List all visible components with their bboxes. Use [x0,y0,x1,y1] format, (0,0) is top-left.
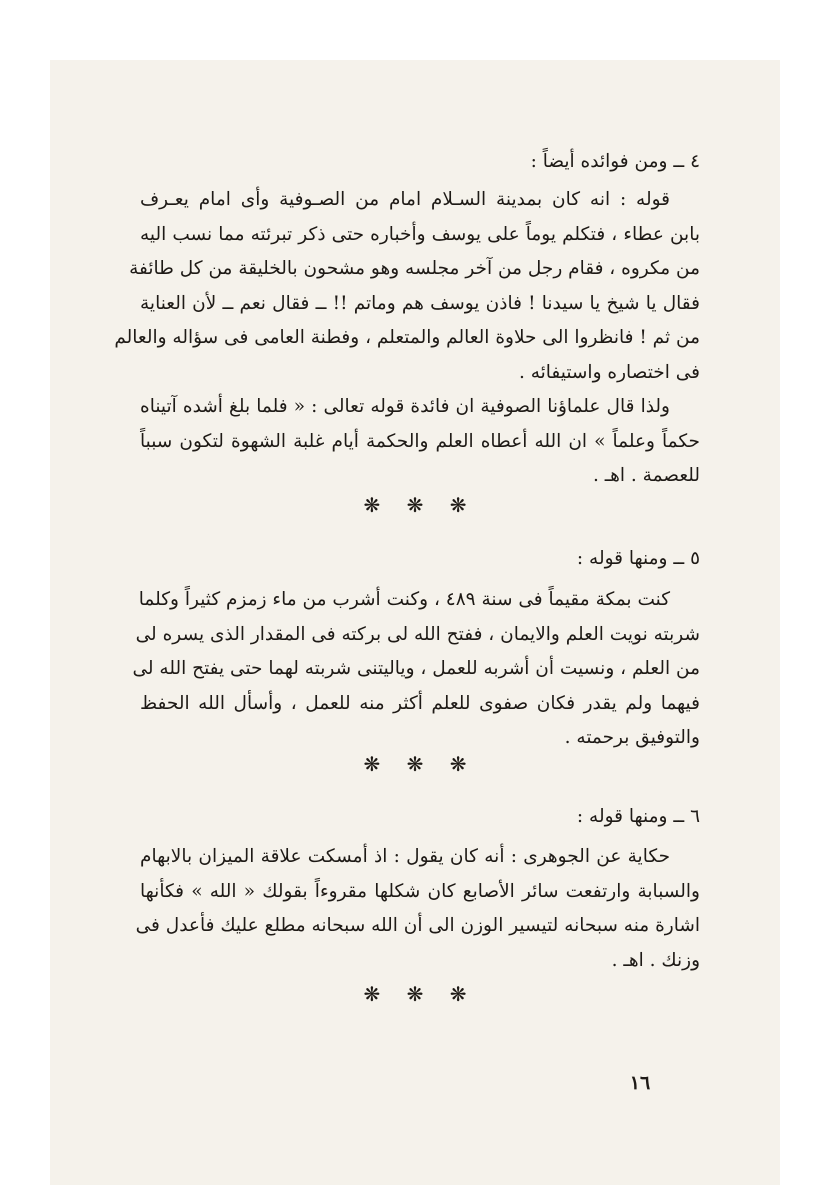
section-divider-ornament: ❋ ❋ ❋ [363,493,477,517]
text-line: للعصمة . اهـ . [592,465,700,486]
text-line: قوله : انه كان بمدينة السـلام امام من الصـوفية وأى امام يعـرف [140,189,670,210]
text-line: شربته نويت العلم والايمان ، ففتح الله لى بركته فى المقدار الذى يسره لى [135,623,700,645]
text-line: والتوفيق برحمته . [564,727,700,748]
text-line: من العلم ، ونسيت أن أشربه للعمل ، وياليتنى شربته لهما حتى يفتح الله لى [132,658,700,679]
document-page [114,140,700,1040]
section-5-paragraph-1 [132,583,700,756]
text-line: فيهما ولم يقدر فكان صفوى للعلم أكثر منه للعمل ، وأسأل الله الحفظ [140,692,700,714]
text-line: من ثم ! فانظروا الى حلاوة العالم والمتعلم ، وفطنة العامى فى سؤاله والعالم [114,327,700,348]
text-line: ولذا قال علماؤنا الصوفية ان فائدة قوله تعالى : « فلما بلغ أشده آتيناه [140,396,670,417]
page-number: ١٦ [629,1072,651,1094]
text-line: من مكروه ، فقام رجل من آخر مجلسه وهو مشحون بالخليقة من كل طائفة [129,258,700,279]
text-line: اشارة منه سبحانه لتيسير الوزن الى أن الله سبحانه مطلع عليك فأعدل فى [135,915,700,936]
section-5-heading: ٥ ــ ومنها قوله : [576,548,700,569]
text-line: وزنك . اهـ . [611,949,700,971]
section-4-heading: ٤ ــ ومن فوائده أيضاً : [530,151,700,172]
text-line: بابن عطاء ، فتكلم يوماً على يوسف وأخباره حتى ذكر تبرئته مما نسب اليه [140,223,700,245]
section-4-paragraph-1 [114,183,700,390]
section-divider-ornament: ❋ ❋ ❋ [363,752,477,776]
section-4-paragraph-2 [140,390,700,494]
text-line: كنت بمكة مقيماً فى سنة ٤٨٩ ، وكنت أشرب من ماء زمزم كثيراً وكلما [138,589,670,610]
text-line: حكماً وعلماً » ان الله أعطاه العلم والحكمة أيام غلبة الشهوة لتكون سبباً [140,430,700,452]
text-line: فقال يا شيخ يا سيدنا ! فاذن يوسف هم وماتم !! ــ فقال نعم ــ لأن العناية [140,292,700,314]
section-divider-ornament: ❋ ❋ ❋ [363,982,477,1006]
section-6-paragraph-1 [135,840,700,978]
text-line: فى اختصاره واستيفائه . [518,361,700,383]
text-line: والسبابة وارتفعت سائر الأصابع كان شكلها مقروءاً بقولك « الله » فكأنها [140,880,700,902]
text-line: حكاية عن الجوهرى : أنه كان يقول : اذ أمسكت علاقة الميزان بالابهام [140,846,670,867]
section-6-heading: ٦ ــ ومنها قوله : [576,806,700,827]
